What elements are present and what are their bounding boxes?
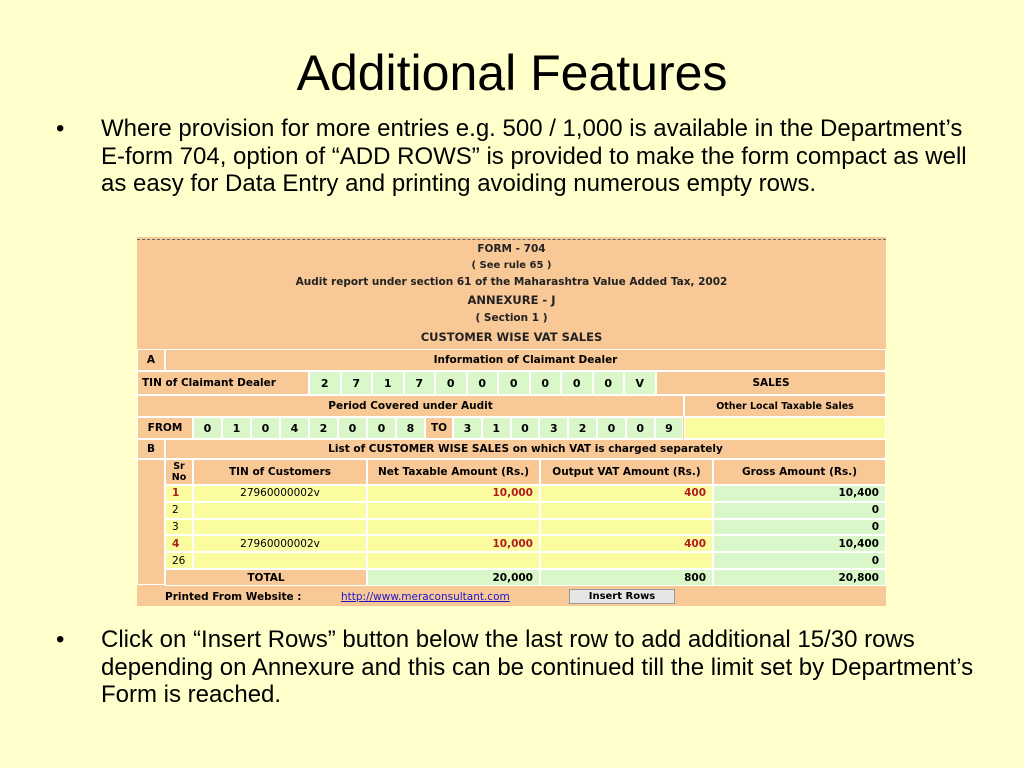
row-customer-tin[interactable]: 27960000002v bbox=[193, 535, 367, 552]
tin-digit[interactable]: 0 bbox=[530, 371, 562, 395]
sales-label: SALES bbox=[656, 371, 886, 395]
slide-title: Additional Features bbox=[296, 45, 728, 101]
to-digit[interactable]: 3 bbox=[539, 417, 568, 439]
row-output-vat[interactable] bbox=[540, 502, 713, 519]
col-output-vat: Output VAT Amount (Rs.) bbox=[540, 459, 713, 485]
col-gross-amount: Gross Amount (Rs.) bbox=[713, 459, 886, 485]
col-sr-no: Sr No bbox=[165, 459, 193, 485]
tin-digit[interactable]: 7 bbox=[404, 371, 436, 395]
other-sales-label: Other Local Taxable Sales bbox=[684, 395, 886, 417]
row-customer-tin[interactable] bbox=[193, 502, 367, 519]
total-gross: 20,800 bbox=[713, 569, 886, 586]
from-digit[interactable]: 0 bbox=[193, 417, 222, 439]
from-label: FROM bbox=[137, 417, 193, 439]
tin-digit[interactable]: 1 bbox=[372, 371, 404, 395]
printed-from-label: Printed From Website : bbox=[137, 588, 337, 605]
tin-label: TIN of Claimant Dealer bbox=[137, 371, 309, 395]
row-output-vat[interactable]: 400 bbox=[540, 485, 713, 502]
row-gross-amount: 0 bbox=[713, 519, 886, 536]
row-gross-amount: 10,400 bbox=[713, 535, 886, 552]
tin-digit[interactable]: V bbox=[624, 371, 656, 395]
section-b-title: List of CUSTOMER WISE SALES on which VAT is charged separately bbox=[165, 439, 886, 459]
form-rule: ( See rule 65 ) bbox=[471, 260, 552, 271]
bullet-symbol: • bbox=[56, 115, 65, 142]
to-digit[interactable]: 0 bbox=[511, 417, 540, 439]
to-label: TO bbox=[425, 417, 453, 439]
tin-digit[interactable]: 0 bbox=[435, 371, 467, 395]
row-sr-no: 2 bbox=[165, 502, 193, 519]
to-digit[interactable]: 1 bbox=[482, 417, 511, 439]
section-b-letter: B bbox=[137, 439, 165, 459]
total-label: TOTAL bbox=[165, 569, 367, 586]
row-net-taxable[interactable] bbox=[367, 519, 540, 536]
bullet-text: Where provision for more entries e.g. 500 / 1,000 is available in the Department’s E-form 704, option of “ADD ROWS” is provided to make the form compact as well as easy for Data Entry and printing avoiding numerous empty rows. bbox=[101, 115, 967, 197]
tin-digit[interactable]: 0 bbox=[593, 371, 625, 395]
tin-digit[interactable]: 0 bbox=[467, 371, 499, 395]
row-net-taxable[interactable]: 10,000 bbox=[367, 485, 540, 502]
col-tin-customers: TIN of Customers bbox=[193, 459, 367, 485]
row-gross-amount: 0 bbox=[713, 502, 886, 519]
tin-digit[interactable]: 0 bbox=[561, 371, 593, 395]
from-digit[interactable]: 4 bbox=[280, 417, 309, 439]
from-digit[interactable]: 0 bbox=[367, 417, 396, 439]
other-sales-input[interactable] bbox=[684, 417, 886, 439]
annexure-title: ANNEXURE - J bbox=[467, 293, 556, 307]
row-sr-no: 1 bbox=[165, 485, 193, 502]
form-subtitle: Audit report under section 61 of the Maharashtra Value Added Tax, 2002 bbox=[295, 276, 728, 288]
row-customer-tin[interactable] bbox=[193, 519, 367, 536]
total-net: 20,000 bbox=[367, 569, 540, 586]
from-digit[interactable]: 8 bbox=[396, 417, 425, 439]
from-digit[interactable]: 0 bbox=[251, 417, 280, 439]
bullet-symbol: • bbox=[56, 626, 65, 653]
row-output-vat[interactable]: 400 bbox=[540, 535, 713, 552]
row-customer-tin[interactable] bbox=[193, 552, 367, 569]
section-a-title: Information of Claimant Dealer bbox=[165, 349, 886, 371]
row-net-taxable[interactable] bbox=[367, 502, 540, 519]
to-digit[interactable]: 0 bbox=[626, 417, 655, 439]
row-gross-amount: 0 bbox=[713, 552, 886, 569]
to-digit[interactable]: 0 bbox=[597, 417, 626, 439]
period-label: Period Covered under Audit bbox=[137, 395, 684, 417]
from-digit[interactable]: 2 bbox=[309, 417, 338, 439]
from-digit[interactable]: 1 bbox=[222, 417, 251, 439]
form-title: FORM - 704 bbox=[477, 243, 546, 255]
col-net-taxable: Net Taxable Amount (Rs.) bbox=[367, 459, 540, 485]
row-net-taxable[interactable] bbox=[367, 552, 540, 569]
row-net-taxable[interactable]: 10,000 bbox=[367, 535, 540, 552]
form-heading: CUSTOMER WISE VAT SALES bbox=[420, 330, 603, 344]
section-b-margin bbox=[137, 459, 165, 585]
row-sr-no: 4 bbox=[165, 535, 193, 552]
dashed-divider bbox=[137, 239, 886, 240]
from-digit[interactable]: 0 bbox=[338, 417, 367, 439]
bullet-text: Click on “Insert Rows” button below the last row to add additional 15/30 rows depending on Annexure and this can be continued till the limit set by Department’s Form is reached. bbox=[101, 626, 974, 708]
row-output-vat[interactable] bbox=[540, 552, 713, 569]
form-704-screenshot bbox=[137, 237, 886, 606]
row-gross-amount: 10,400 bbox=[713, 485, 886, 502]
insert-rows-button[interactable]: Insert Rows bbox=[569, 589, 675, 604]
tin-digit[interactable]: 0 bbox=[498, 371, 530, 395]
website-link[interactable]: http://www.meraconsultant.com bbox=[337, 588, 562, 605]
row-sr-no: 3 bbox=[165, 519, 193, 536]
to-digit[interactable]: 3 bbox=[453, 417, 482, 439]
section-label: ( Section 1 ) bbox=[475, 312, 548, 324]
tin-digit[interactable]: 2 bbox=[309, 371, 341, 395]
row-customer-tin[interactable]: 27960000002v bbox=[193, 485, 367, 502]
to-digit[interactable]: 2 bbox=[568, 417, 597, 439]
total-vat: 800 bbox=[540, 569, 713, 586]
tin-digit[interactable]: 7 bbox=[341, 371, 373, 395]
section-a-letter: A bbox=[137, 349, 165, 371]
row-sr-no: 26 bbox=[165, 552, 193, 569]
to-digit[interactable]: 9 bbox=[655, 417, 684, 439]
row-output-vat[interactable] bbox=[540, 519, 713, 536]
